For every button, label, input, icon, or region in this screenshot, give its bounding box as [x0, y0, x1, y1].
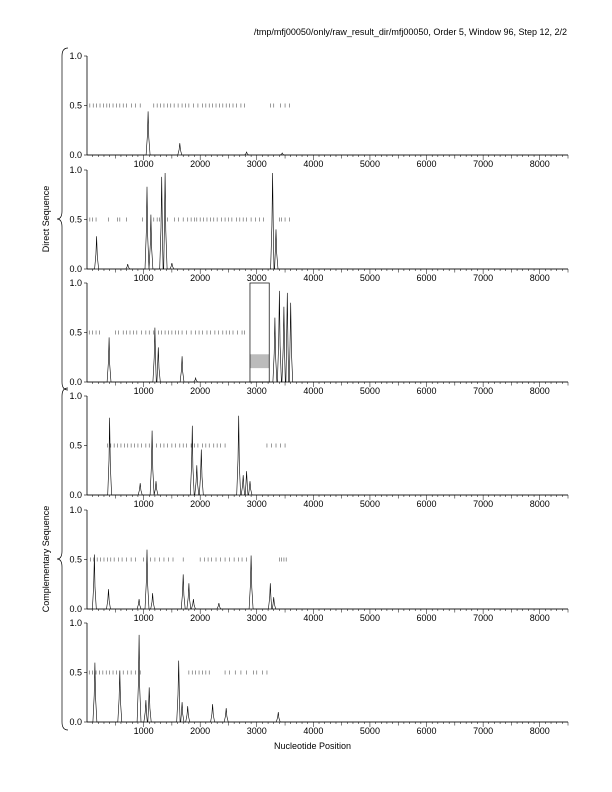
x-tick-label: 6000 [416, 273, 437, 283]
x-tick-label: 2000 [190, 273, 211, 283]
y-tick-label: 1.0 [69, 278, 82, 288]
y-tick-label: 0.0 [69, 490, 82, 500]
group-brace [57, 388, 68, 730]
series-line [87, 416, 568, 495]
x-tick-label: 1000 [133, 273, 154, 283]
x-tick-label: 7000 [473, 613, 494, 623]
y-tick-label: 0.5 [69, 554, 82, 565]
x-tick-label: 4000 [303, 499, 324, 509]
x-tick-label: 4000 [303, 726, 324, 736]
x-tick-label: 6000 [416, 726, 437, 736]
x-tick-label: 5000 [359, 386, 380, 396]
x-tick-label: 7000 [473, 159, 494, 169]
x-tick-label: 8000 [529, 159, 550, 169]
x-tick-label: 7000 [473, 726, 494, 736]
x-tick-label: 1000 [133, 159, 154, 169]
x-tick-label: 3000 [246, 159, 267, 169]
x-tick-label: 6000 [416, 613, 437, 623]
x-tick-label: 3000 [246, 726, 267, 736]
x-tick-label: 1000 [133, 386, 154, 396]
x-tick-label: 5000 [359, 499, 380, 509]
y-tick-label: 0.5 [69, 667, 82, 678]
x-tick-label: 6000 [416, 499, 437, 509]
x-tick-label: 5000 [359, 273, 380, 283]
y-tick-label: 0.0 [69, 377, 82, 387]
y-tick-label: 1.0 [69, 618, 82, 628]
x-tick-label: 3000 [246, 499, 267, 509]
y-tick-label: 1.0 [69, 391, 82, 401]
y-tick-label: 0.5 [69, 327, 82, 338]
x-tick-label: 2000 [190, 499, 211, 509]
x-axis-title: Nucleotide Position [273, 741, 352, 751]
x-tick-label: 2000 [190, 613, 211, 623]
y-tick-label: 0.0 [69, 717, 82, 727]
y-tick-label: 1.0 [69, 165, 82, 175]
x-tick-label: 5000 [359, 613, 380, 623]
series-line [87, 111, 568, 155]
x-tick-label: 5000 [359, 159, 380, 169]
x-tick-label: 8000 [529, 499, 550, 509]
x-tick-label: 2000 [190, 386, 211, 396]
x-tick-label: 1000 [133, 613, 154, 623]
y-tick-label: 1.0 [69, 51, 82, 61]
x-tick-label: 6000 [416, 386, 437, 396]
group-brace [57, 48, 68, 390]
y-tick-label: 1.0 [69, 505, 82, 515]
x-tick-label: 4000 [303, 273, 324, 283]
x-tick-label: 5000 [359, 726, 380, 736]
series-line [87, 291, 568, 382]
x-tick-label: 3000 [246, 613, 267, 623]
x-tick-label: 1000 [133, 726, 154, 736]
x-tick-label: 7000 [473, 386, 494, 396]
x-tick-label: 8000 [529, 726, 550, 736]
group-label: Direct Sequence [41, 185, 51, 253]
x-tick-label: 8000 [529, 386, 550, 396]
x-tick-label: 3000 [246, 273, 267, 283]
x-tick-label: 8000 [529, 613, 550, 623]
x-tick-label: 7000 [473, 273, 494, 283]
highlight-band [250, 354, 269, 368]
x-tick-label: 6000 [416, 159, 437, 169]
x-tick-label: 8000 [529, 273, 550, 283]
x-tick-label: 4000 [303, 613, 324, 623]
x-tick-label: 4000 [303, 386, 324, 396]
x-tick-label: 3000 [246, 386, 267, 396]
series-line [87, 635, 568, 722]
y-tick-label: 0.0 [69, 264, 82, 274]
y-tick-label: 0.0 [69, 150, 82, 160]
x-tick-label: 2000 [190, 726, 211, 736]
y-tick-label: 0.5 [69, 214, 82, 225]
x-tick-label: 7000 [473, 499, 494, 509]
x-tick-label: 4000 [303, 159, 324, 169]
page-title: /tmp/mfj00050/only/raw_result_dir/mfj00050, Order 5, Window 96, Step 12, 2/2 [253, 27, 567, 37]
y-tick-label: 0.5 [69, 440, 82, 451]
x-tick-label: 2000 [190, 159, 211, 169]
group-label: Complementary Sequence [41, 505, 51, 613]
y-tick-label: 0.0 [69, 604, 82, 614]
x-tick-label: 1000 [133, 499, 154, 509]
y-tick-label: 0.5 [69, 100, 82, 111]
